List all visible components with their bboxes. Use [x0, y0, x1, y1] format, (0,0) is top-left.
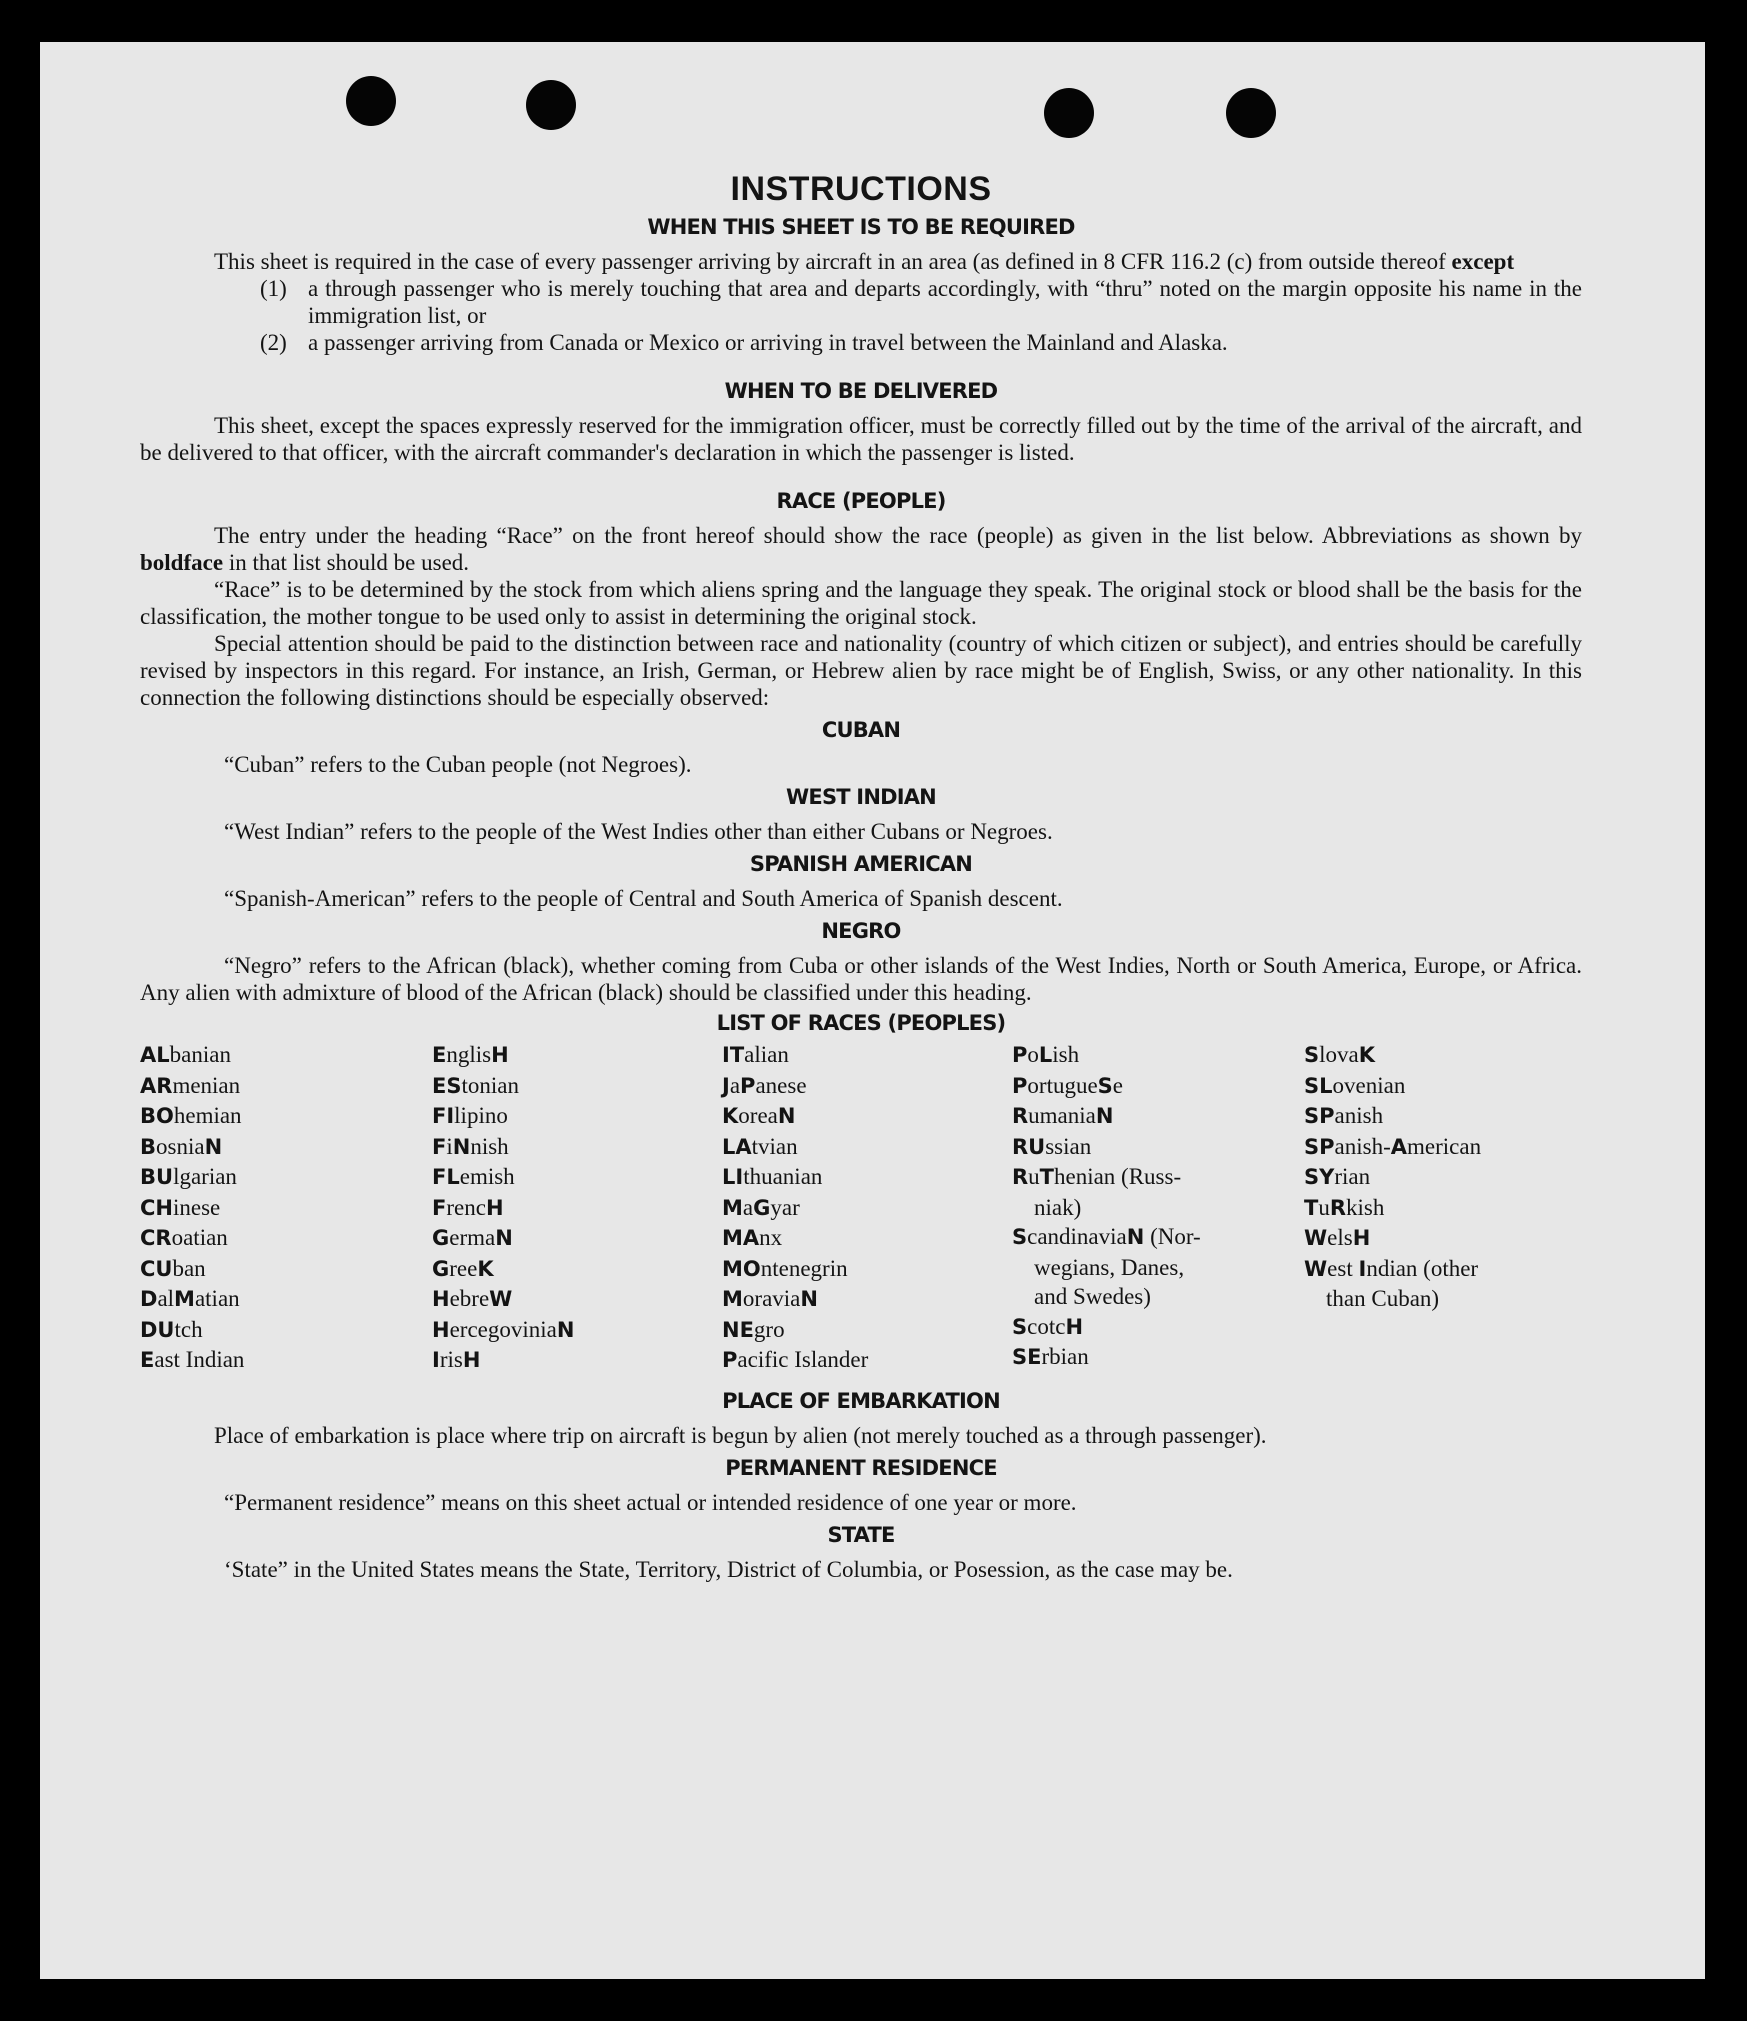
race-abbrev: E: [432, 1043, 447, 1067]
race-abbrev: N: [777, 1104, 796, 1128]
race-list-table: [140, 1040, 1582, 1376]
race-abbrev: J: [722, 1073, 730, 1098]
race-column: [722, 1040, 1012, 1376]
race-abbrev: M: [722, 1195, 743, 1220]
race-entry: [140, 1193, 432, 1224]
race-abbrev: BO: [140, 1104, 174, 1128]
race-abbrev: T: [1039, 1165, 1054, 1189]
heading-permanent-residence: PERMANENT RESIDENCE: [725, 1455, 997, 1480]
race-entry: [1304, 1284, 1582, 1314]
embarkation-text: Place of embarkation is place where trip on aircraft is begun by alien (not merely touched as a through passenger).: [214, 1422, 1267, 1448]
race-entry: [432, 1254, 722, 1285]
heading-when-required: WHEN THIS SHEET IS TO BE REQUIRED: [647, 215, 1075, 239]
race-entry: [722, 1315, 1012, 1346]
race-entry: [1304, 1101, 1582, 1132]
race-entry: [722, 1345, 1012, 1376]
race-abbrev: SP: [1304, 1134, 1335, 1159]
race-abbrev: LA: [722, 1134, 752, 1159]
race-abbrev: AL: [140, 1043, 170, 1067]
race-text: e: [1112, 1072, 1124, 1098]
race-entry: [1012, 1132, 1304, 1163]
race-text: atian: [194, 1286, 240, 1311]
race-entry: [722, 1193, 1012, 1224]
race-text: alian: [744, 1042, 789, 1067]
west-indian-text: “West Indian” refers to the people of the West Indies other than either Cubans or Negroes.: [224, 819, 1053, 844]
race-abbrev: P: [722, 1348, 738, 1372]
race-entry: [432, 1315, 722, 1346]
race-abbrev: AR: [140, 1073, 173, 1098]
race-text: tch: [174, 1316, 203, 1342]
race-abbrev: SE: [1012, 1345, 1042, 1369]
race-abbrev: S: [1012, 1314, 1028, 1339]
race-entry: [140, 1284, 432, 1315]
race-text: els: [1327, 1225, 1353, 1250]
race-abbrev: RU: [1012, 1134, 1046, 1159]
race-text: rbian: [1041, 1344, 1089, 1369]
race-text: oatian: [171, 1225, 228, 1250]
race-abbrev: R: [1012, 1104, 1029, 1128]
race-abbrev: DU: [140, 1317, 175, 1342]
race-abbrev: FI: [432, 1104, 455, 1128]
race-paragraph-1: The entry under the heading “Race” on the front hereof should show the race (people) as given in the list below. Abbreviations as shown by boldface in that list should be used.: [140, 523, 1582, 575]
race-abbrev: K: [477, 1256, 494, 1281]
race-text: banian: [169, 1042, 231, 1067]
race-paragraph-3: Special attention should be paid to the distinction between race and nationality (country of which citizen or subject), and entries should be carefully revised by inspectors in this regard. For instance, an Irish, German, or Hebrew alien by race might be of English, Swiss, or any other nationality. In this connection the following distinctions should be especially observed:: [140, 631, 1582, 710]
race-text: hemian: [173, 1103, 242, 1128]
race-abbrev: K: [1358, 1043, 1376, 1067]
race-abbrev: SL: [1304, 1073, 1333, 1098]
race-entry: [432, 1162, 722, 1193]
race-text: ndian (other: [1366, 1255, 1479, 1281]
when-delivered-text: This sheet, except the spaces expressly reserved for the immigration officer, must be correctly filled out by the time of the arrival of the aircraft, and be delivered to that officer, with the aircraft commander's declaration in which the passenger is listed.: [140, 413, 1582, 465]
race-text: merican: [1407, 1133, 1482, 1159]
instructions-body: [140, 170, 1582, 1583]
race-entry: [1012, 1253, 1304, 1283]
race-column: [432, 1040, 722, 1376]
race-abbrev: MA: [722, 1226, 760, 1250]
race-abbrev: CH: [140, 1195, 173, 1220]
race-entry: [1304, 1162, 1582, 1193]
race-text: u: [1028, 1164, 1040, 1189]
race-abbrev: LI: [722, 1165, 744, 1189]
race-text: umania: [1028, 1103, 1096, 1128]
race-abbrev: H: [432, 1317, 450, 1342]
race-abbrev: I: [432, 1348, 440, 1372]
race-entry: [432, 1284, 722, 1315]
race-entry: [1012, 1040, 1304, 1071]
race-column: [140, 1040, 432, 1376]
heading-cuban: CUBAN: [821, 718, 901, 742]
race-text: inese: [173, 1194, 221, 1220]
race-entry: [432, 1345, 722, 1376]
race-abbrev: H: [1352, 1226, 1371, 1250]
race-text: than Cuban): [1326, 1286, 1440, 1311]
race-paragraph-2: “Race” is to be determined by the stock from which aliens spring and the language they speak. The original stock or blood shall be the basis for the classification, the mother tongue to be used only to assist in determining the original stock.: [140, 577, 1582, 629]
race-abbrev: H: [1065, 1314, 1084, 1339]
race-entry: [1012, 1342, 1304, 1373]
race-abbrev: CR: [140, 1226, 172, 1250]
punch-hole: [1044, 88, 1094, 138]
race-abbrev: I: [1358, 1256, 1367, 1281]
race-text: and Swedes): [1034, 1284, 1151, 1309]
race-text: nish: [470, 1133, 509, 1159]
race-text: henian (Russ-: [1054, 1164, 1182, 1189]
race-text: thuanian: [743, 1164, 823, 1189]
race-abbrev: N: [800, 1287, 818, 1311]
race-text: nx: [759, 1225, 783, 1250]
race-text: ebre: [449, 1286, 490, 1311]
page-title: INSTRUCTIONS: [730, 170, 992, 208]
race-text: est: [1327, 1255, 1359, 1281]
race-text: ovenian: [1332, 1072, 1406, 1098]
race-text: ree: [449, 1255, 478, 1281]
race-entry: [1012, 1222, 1304, 1253]
race-abbrev: NE: [722, 1317, 754, 1342]
race-entry: [140, 1071, 432, 1102]
race-entry: [1012, 1101, 1304, 1132]
race-text: a: [729, 1072, 741, 1098]
punch-hole: [526, 80, 576, 130]
race-abbrev: N: [1126, 1225, 1145, 1249]
punch-hole: [346, 76, 396, 126]
race-entry: [722, 1132, 1012, 1163]
race-entry: [722, 1284, 1012, 1315]
race-entry: [722, 1040, 1012, 1071]
heading-spanish-american: SPANISH AMERICAN: [749, 852, 973, 876]
race-entry: [1012, 1162, 1304, 1193]
state-text: ‘State” in the United States means the State, Territory, District of Columbia, or Posession, as the case may be.: [224, 1556, 1233, 1582]
race-abbrev: G: [753, 1195, 771, 1220]
race-text: candinavia: [1027, 1224, 1127, 1249]
race-entry: [722, 1254, 1012, 1285]
race-abbrev: N: [495, 1226, 513, 1250]
race-abbrev: R: [1329, 1195, 1346, 1220]
race-entry: [140, 1101, 432, 1132]
race-entry: [1304, 1132, 1582, 1163]
when-required-intro: This sheet is required in the case of every passenger arriving by aircraft in an area (as defined in 8 CFR 116.2 (c) from outside thereof except: [214, 249, 1515, 274]
exception-item-1: (1) a through passenger who is merely touching that area and departs accordingly, with “thru” noted on the margin opposite his name in the immigration list, or: [260, 276, 1582, 328]
race-entry: [1012, 1193, 1304, 1223]
race-entry: [140, 1223, 432, 1254]
race-text: anish: [1334, 1103, 1384, 1128]
race-text: gro: [753, 1316, 785, 1342]
race-abbrev: L: [1038, 1043, 1053, 1067]
race-abbrev: R: [1012, 1165, 1029, 1189]
race-entry: [1304, 1040, 1582, 1071]
race-entry: [1304, 1193, 1582, 1224]
race-text: rian: [1334, 1164, 1371, 1189]
race-text: ast Indian: [154, 1347, 245, 1372]
race-abbrev: D: [140, 1287, 158, 1311]
race-abbrev: H: [485, 1195, 504, 1220]
race-entry: [722, 1162, 1012, 1193]
race-text: lipino: [454, 1103, 508, 1128]
race-text: nglis: [446, 1042, 492, 1067]
race-abbrev: N: [204, 1134, 223, 1159]
race-abbrev: M: [722, 1287, 743, 1311]
race-entry: [722, 1223, 1012, 1254]
race-abbrev: G: [432, 1226, 450, 1250]
race-text: tvian: [751, 1133, 798, 1159]
race-text: anese: [755, 1072, 807, 1098]
race-abbrev: S: [1097, 1073, 1113, 1098]
race-abbrev: P: [1012, 1073, 1028, 1098]
heading-negro: NEGRO: [821, 919, 901, 943]
race-entry: [1304, 1071, 1582, 1102]
race-entry: [1304, 1223, 1582, 1254]
heading-embarkation: PLACE OF EMBARKATION: [722, 1388, 1000, 1413]
race-text: a: [742, 1194, 754, 1220]
race-abbrev: A: [1390, 1134, 1407, 1159]
race-abbrev: S: [1012, 1225, 1028, 1249]
race-text: i: [446, 1133, 453, 1159]
heading-west-indian: WEST INDIAN: [786, 785, 936, 809]
punch-hole: [1226, 88, 1276, 138]
race-entry: [432, 1101, 722, 1132]
race-abbrev: B: [140, 1134, 157, 1159]
race-abbrev: SP: [1304, 1104, 1335, 1128]
heading-list-of-races: LIST OF RACES (PEOPLES): [716, 1011, 1006, 1035]
race-entry: [140, 1254, 432, 1285]
race-text: ssian: [1045, 1133, 1092, 1159]
race-text: niak): [1034, 1194, 1082, 1220]
document-page: [40, 42, 1705, 1979]
race-abbrev: T: [1304, 1195, 1319, 1220]
race-text: (Nor-: [1144, 1224, 1201, 1249]
race-text: menian: [172, 1072, 241, 1098]
race-abbrev: FL: [432, 1165, 460, 1189]
race-column: [1304, 1040, 1582, 1376]
race-text: oravia: [742, 1286, 801, 1311]
race-text: tonian: [461, 1072, 519, 1098]
race-column: [1012, 1040, 1304, 1376]
race-text: ris: [439, 1347, 463, 1372]
race-text: lgarian: [173, 1164, 237, 1189]
race-abbrev: N: [452, 1134, 471, 1159]
race-abbrev: P: [740, 1073, 756, 1098]
race-entry: [432, 1040, 722, 1071]
race-abbrev: P: [1012, 1043, 1028, 1067]
exception-item-2: (2) a passenger arriving from Canada or Mexico or arriving in travel between the Mainland and Alaska.: [260, 330, 1228, 355]
race-abbrev: ES: [432, 1073, 462, 1098]
race-abbrev: W: [1304, 1226, 1328, 1250]
heading-race: RACE (PEOPLE): [776, 489, 946, 513]
race-entry: [140, 1315, 432, 1346]
race-abbrev: H: [462, 1348, 481, 1372]
race-entry: [140, 1132, 432, 1163]
race-abbrev: G: [432, 1256, 450, 1281]
race-text: orea: [738, 1103, 778, 1128]
race-entry: [432, 1223, 722, 1254]
race-abbrev: IT: [722, 1043, 745, 1067]
race-abbrev: M: [174, 1287, 195, 1311]
race-text: ban: [172, 1255, 206, 1281]
race-entry: [140, 1345, 432, 1376]
race-abbrev: H: [432, 1287, 450, 1311]
race-entry: [140, 1040, 432, 1071]
race-abbrev: N: [1095, 1104, 1114, 1128]
race-entry: [722, 1101, 1012, 1132]
permanent-residence-text: “Permanent residence” means on this sheet actual or intended residence of one year or more.: [224, 1489, 1077, 1515]
race-text: osnia: [156, 1133, 205, 1159]
race-entry: [432, 1193, 722, 1224]
race-text: wegians, Danes,: [1034, 1254, 1185, 1280]
race-entry: [140, 1162, 432, 1193]
race-text: o: [1027, 1042, 1039, 1067]
race-text: acific Islander: [737, 1347, 869, 1372]
race-text: kish: [1346, 1194, 1385, 1220]
race-text: erma: [449, 1225, 496, 1250]
race-text: lova: [1319, 1042, 1359, 1067]
spanish-american-text: “Spanish-American” refers to the people of Central and South America of Spanish descent.: [224, 886, 1063, 911]
race-abbrev: W: [489, 1287, 513, 1311]
race-abbrev: E: [140, 1348, 155, 1372]
race-abbrev: MO: [722, 1256, 761, 1281]
race-entry: [1012, 1071, 1304, 1102]
race-entry: [722, 1071, 1012, 1102]
cuban-text: “Cuban” refers to the Cuban people (not Negroes).: [224, 752, 692, 777]
race-entry: [1304, 1254, 1582, 1285]
race-entry: [1012, 1312, 1304, 1343]
race-text: ish: [1052, 1042, 1080, 1067]
race-abbrev: W: [1304, 1256, 1328, 1281]
race-text: renc: [446, 1194, 486, 1220]
race-entry: [432, 1071, 722, 1102]
race-abbrev: K: [722, 1104, 739, 1128]
race-text: al: [157, 1286, 175, 1311]
race-abbrev: SY: [1304, 1165, 1335, 1189]
race-abbrev: F: [432, 1195, 447, 1220]
race-text: ntenegrin: [760, 1255, 848, 1281]
race-abbrev: CU: [140, 1256, 173, 1281]
race-text: ercegovinia: [449, 1316, 557, 1342]
race-text: emish: [459, 1164, 515, 1189]
race-entry: [432, 1132, 722, 1163]
heading-state: STATE: [827, 1522, 895, 1547]
race-abbrev: S: [1304, 1043, 1320, 1067]
negro-text: “Negro” refers to the African (black), whether coming from Cuba or other islands of the West Indies, North or South America, Europe, or Africa. Any alien with admixture of blood of the African (black) should be classified under this heading.: [140, 953, 1582, 1005]
race-text: ortugue: [1027, 1072, 1098, 1098]
race-abbrev: BU: [140, 1165, 174, 1189]
race-text: u: [1318, 1194, 1330, 1220]
heading-when-delivered: WHEN TO BE DELIVERED: [724, 379, 998, 403]
race-text: anish-: [1334, 1133, 1391, 1159]
race-abbrev: H: [491, 1043, 509, 1067]
race-text: yar: [770, 1194, 800, 1220]
race-text: cotc: [1027, 1313, 1066, 1339]
race-abbrev: F: [432, 1134, 447, 1159]
race-abbrev: N: [556, 1317, 575, 1342]
race-entry: [1012, 1282, 1304, 1312]
